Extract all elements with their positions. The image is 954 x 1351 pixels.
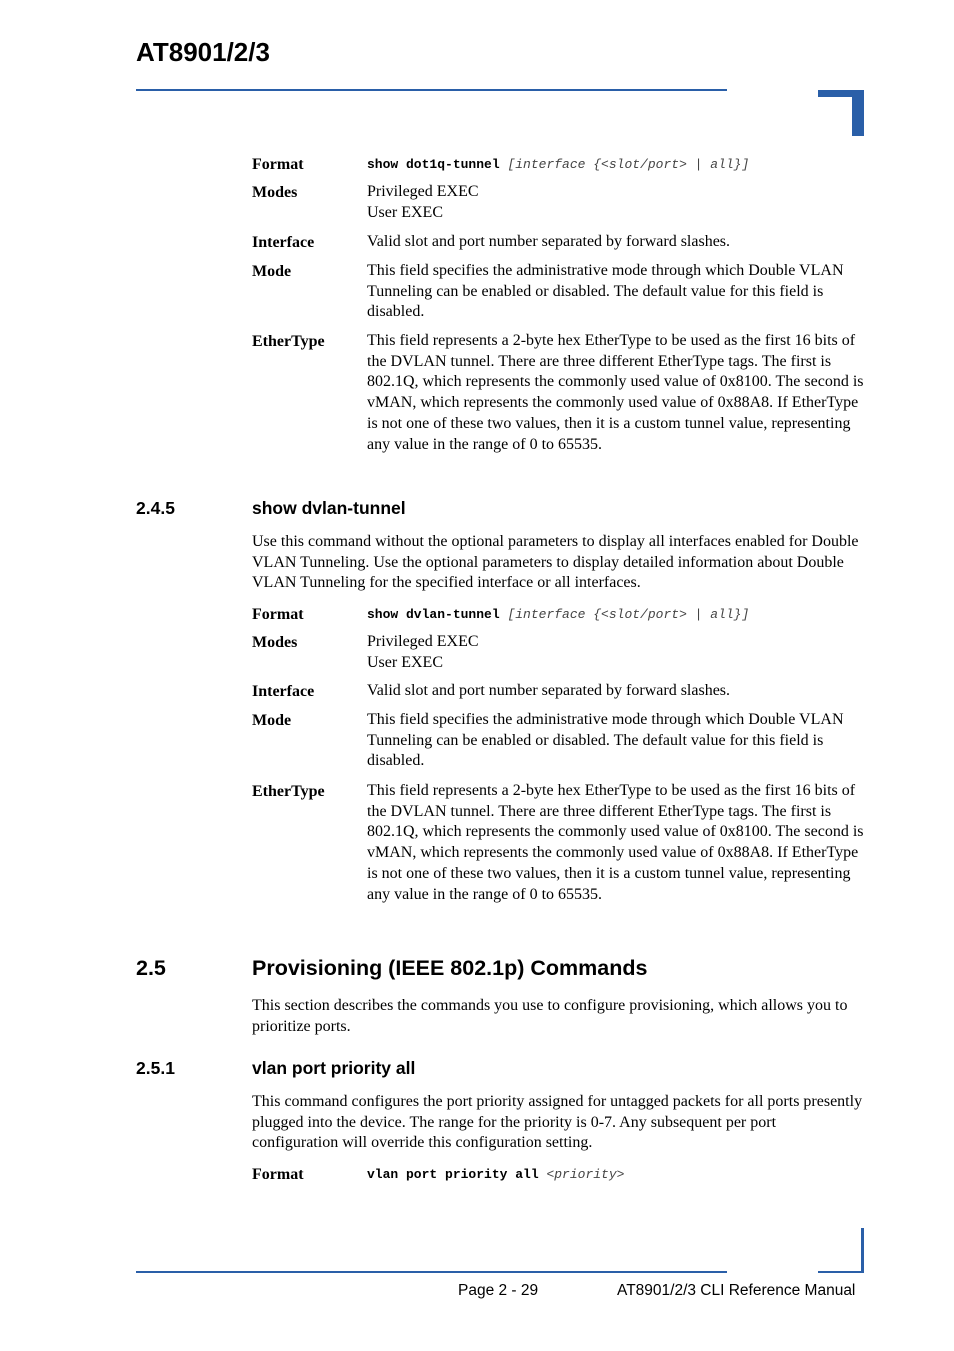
manual-title: AT8901/2/3 CLI Reference Manual bbox=[617, 1282, 856, 1299]
section-intro: This section describes the commands you use to configure provisioning, which allows you to prioritize ports. bbox=[252, 997, 848, 1035]
header-rule bbox=[136, 89, 727, 91]
modes-value bbox=[367, 182, 864, 223]
format-label: Format bbox=[252, 156, 304, 173]
modes-value bbox=[367, 632, 864, 673]
mode-label: Mode bbox=[252, 263, 292, 280]
ethertype-value: This field represents a 2-byte hex EtherType to be used as the first 16 bits of the DVLAN tunnel. There are three different EtherType tags. The first is 802.1Q, which represents the commonly used value of 0x8100. The second is vMAN, which represents the commonly used value of 0x88A8. If EtherType is not one of these two values, then it is a custom tunnel value, representing any value in the range of 0 to 65535. bbox=[367, 782, 864, 903]
interface-label: Interface bbox=[252, 234, 315, 251]
section-heading: show dvlan-tunnel bbox=[252, 498, 406, 518]
chapter-section-number: 2.5 bbox=[136, 956, 166, 980]
command-text: show dvlan-tunnel bbox=[367, 607, 500, 622]
command-text: vlan port priority all bbox=[367, 1167, 539, 1182]
command-args: <priority> bbox=[546, 1167, 625, 1182]
format-value bbox=[367, 1164, 864, 1185]
interface-value: Valid slot and port number separated by forward slashes. bbox=[367, 233, 731, 250]
section-intro: Use this command without the optional parameters to display all interfaces enabled for Double VLAN Tunneling. Use the optional parameters to display detailed information about Double VLAN Tunneling for the specified interface or all interfaces. bbox=[252, 533, 859, 592]
mode-item: User EXEC bbox=[367, 653, 443, 671]
footer-rule bbox=[136, 1271, 727, 1273]
format-label: Format bbox=[252, 1166, 304, 1183]
modes-label: Modes bbox=[252, 184, 298, 201]
command-args: [interface {<slot/port> | all}] bbox=[507, 607, 750, 622]
mode-value: This field specifies the administrative mode through which Double VLAN Tunneling can be enabled or disabled. The default value for this field is disabled. bbox=[367, 711, 844, 770]
section-heading: vlan port priority all bbox=[252, 1058, 416, 1078]
header-corner-mark bbox=[818, 90, 864, 136]
format-value bbox=[367, 154, 864, 175]
mode-value: This field specifies the administrative mode through which Double VLAN Tunneling can be enabled or disabled. The default value for this field is disabled. bbox=[367, 262, 844, 321]
footer-corner-mark bbox=[861, 1228, 864, 1272]
interface-value: Valid slot and port number separated by forward slashes. bbox=[367, 682, 731, 699]
mode-item: Privileged EXEC bbox=[367, 183, 479, 200]
footer-corner-rule bbox=[818, 1271, 864, 1273]
section-intro: This command configures the port priority assigned for untagged packets for all ports presently plugged into the device. The range for the priority is 0-7. Any subsequent per port configuration will override this configuration setting. bbox=[252, 1093, 863, 1152]
ethertype-label: EtherType bbox=[252, 333, 325, 350]
page-number: Page 2 - 29 bbox=[458, 1282, 539, 1299]
mode-item: User EXEC bbox=[367, 203, 443, 221]
mode-label: Mode bbox=[252, 712, 292, 729]
section-number: 2.5.1 bbox=[136, 1058, 175, 1078]
interface-label: Interface bbox=[252, 683, 315, 700]
format-label: Format bbox=[252, 606, 304, 623]
format-value bbox=[367, 604, 864, 625]
chapter-section-heading: Provisioning (IEEE 802.1p) Commands bbox=[252, 956, 648, 980]
ethertype-label: EtherType bbox=[252, 783, 325, 800]
command-args: [interface {<slot/port> | all}] bbox=[507, 157, 750, 172]
mode-item: Privileged EXEC bbox=[367, 633, 479, 650]
command-text: show dot1q-tunnel bbox=[367, 157, 500, 172]
modes-label: Modes bbox=[252, 634, 298, 651]
section-number: 2.4.5 bbox=[136, 498, 175, 518]
ethertype-value: This field represents a 2-byte hex EtherType to be used as the first 16 bits of the DVLAN tunnel. There are three different EtherType tags. The first is 802.1Q, which represents the commonly used value of 0x8100. The second is vMAN, which represents the commonly used value of 0x88A8. If EtherType is not one of these two values, then it is a custom tunnel value, representing any value in the range of 0 to 65535. bbox=[367, 332, 864, 453]
document-title: AT8901/2/3 bbox=[136, 37, 270, 67]
